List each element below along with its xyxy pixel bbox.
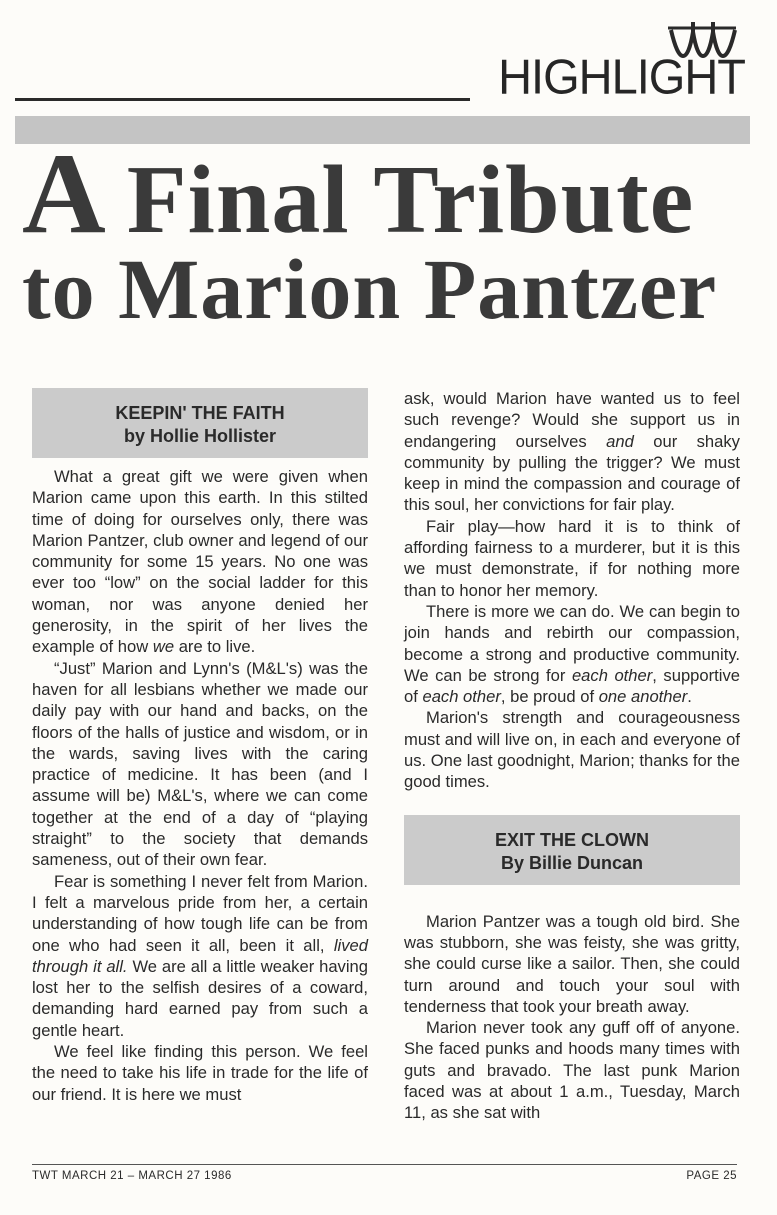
text-emphasis: one another [598,687,688,707]
text-emphasis: we [152,637,175,657]
article1-paragraph: We feel like finding this person. We feel the need to take his life in trade for the life of our friend. It is here we must [32,1042,368,1104]
text-run: ask, would Marion have wanted us to feel such revenge? Would she support us in endangering ourselves [404,389,740,451]
text-run: We are all a little weaker having lost her to the selfish desires of a coward, demanding hard earned pay from such a gentle heart. [32,956,368,1040]
article1-paragraph: Fair play—how hard it is to think of affording fairness to a murderer, but it is this we must demonstrate, if for nothing more than to honor her memory. [404,516,740,600]
text-emphasis: each other [422,687,501,707]
text-run: , be proud of [500,687,595,707]
article1-heading-box [32,388,368,458]
article1-paragraph [32,871,368,1041]
article1-paragraph: “Just” Marion and Lynn's (M&L's) was the haven for all lesbians whether we made our daily pay with our hand and backs, on the floors of the halls of justice and wisdom, or in the wards, saving lives with the caring practice of medicine. It has been (and I assume will be) M&L's, where we can come together at the end of a day of “playing straight” to the society that demands sameness, out of their own fear. [32,658,368,870]
text-run: . [687,687,692,707]
section-label: HIGHLIGHT [498,48,745,105]
headline-line-1-rest: Final Tribute [126,146,695,254]
text-emphasis: lived through it all. [32,935,368,976]
article1-byline: by Hollie Hollister [123,426,277,446]
section-rule [15,98,470,101]
article2-byline: By Billie Duncan [500,852,644,873]
article1-paragraph [32,466,368,658]
article1-heading: KEEPIN' THE FAITH [115,403,285,423]
article1-paragraph-continued [404,388,740,516]
article2-heading-box [404,815,740,885]
footer-rule [32,1164,737,1165]
headline-line-1 [22,130,717,258]
text-run: our shaky community by pulling the trigger? We must keep in mind the compassion and courage of this soul, her convictions for fair play. [404,431,740,515]
headline [22,130,718,337]
article1-paragraph [404,601,740,707]
column-left [32,388,368,1105]
article1-paragraph: Marion's strength and courageousness must and will live on, in each and everyone of us. One last goodnight, Marion; thanks for the good times. [404,708,740,792]
text-emphasis: and [606,431,634,451]
headline-dropcap: A [22,130,107,258]
text-emphasis: each other [571,665,653,685]
article2-paragraph: Marion Pantzer was a tough old bird. She was stubborn, she was feisty, she was gritty, she could curse like a sailor. Then, she could turn around and touch your soul with tenderness that took your breath away. [404,911,740,1016]
text-run: What a great gift we were given when Marion came upon this earth. In this stilted time of doing for ourselves only, there was Marion Pantzer, club owner and legend of our community for some 15 years. No one was ever too “low” on the social ladder for this woman, nor was anyone denied her generosity, in the spirit of her lives the example of how [32,467,368,657]
article2-paragraph: Marion never took any guff off of anyone. She faced punks and hoods many times with guts and bravado. The last punk Marion faced was at about 1 a.m., Tuesday, March 11, as she sat with [404,1018,740,1123]
text-run: Fear is something I never felt from Marion. I felt a marvelous pride from her, a certain understanding of how tough life can be from one who had seen it all, been it all, [32,871,368,955]
footer-page-number: PAGE 25 [686,1170,737,1182]
text-run: , supportive of [404,665,740,707]
footer-issue: TWT MARCH 21 – MARCH 27 1986 [32,1170,232,1182]
headline-line-2: to Marion Pantzer [22,241,718,337]
text-run: are to live. [178,637,256,657]
column-right [404,388,740,1124]
text-run: There is more we can do. We can begin to join hands and rebirth our compassion, become a strong and productive community. We can be strong for [404,601,740,685]
article2-heading: EXIT THE CLOWN [495,829,649,850]
